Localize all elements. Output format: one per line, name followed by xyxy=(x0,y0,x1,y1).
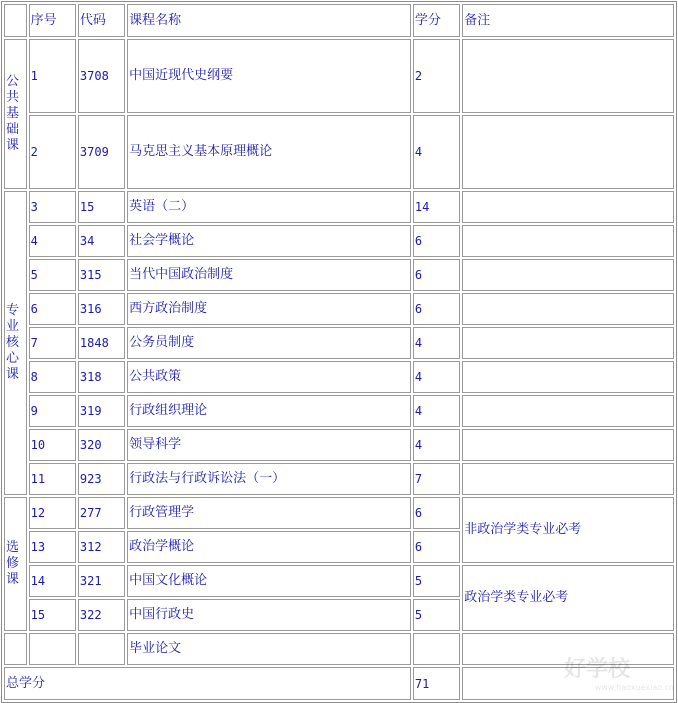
course-credit: 6 xyxy=(413,531,460,563)
course-name: 行政管理学 xyxy=(127,497,411,529)
course-no: 3 xyxy=(29,191,76,223)
course-table xyxy=(1,1,677,703)
category-elective: 选修课 xyxy=(4,497,27,631)
course-code: 315 xyxy=(78,259,125,291)
course-note xyxy=(462,293,674,325)
course-credit: 5 xyxy=(413,599,460,631)
course-no: 15 xyxy=(29,599,76,631)
table-row xyxy=(4,39,674,113)
course-name: 中国行政史 xyxy=(127,599,411,631)
table-row xyxy=(4,497,674,529)
course-name: 行政组织理论 xyxy=(127,395,411,427)
table-row xyxy=(4,429,674,461)
table-row xyxy=(4,225,674,257)
course-credit: 4 xyxy=(413,429,460,461)
course-note xyxy=(462,259,674,291)
course-no: 7 xyxy=(29,327,76,359)
header-credit: 学分 xyxy=(413,4,460,37)
course-credit: 6 xyxy=(413,293,460,325)
course-no: 1 xyxy=(29,39,76,113)
course-no: 11 xyxy=(29,463,76,495)
course-name: 英语（二） xyxy=(127,191,411,223)
course-name: 行政法与行政诉讼法（一） xyxy=(127,463,411,495)
course-credit: 4 xyxy=(413,327,460,359)
course-name: 西方政治制度 xyxy=(127,293,411,325)
course-no: 6 xyxy=(29,293,76,325)
table-row xyxy=(4,259,674,291)
course-code: 3708 xyxy=(78,39,125,113)
course-no: 4 xyxy=(29,225,76,257)
course-note xyxy=(462,115,674,189)
course-note xyxy=(462,327,674,359)
course-credit: 6 xyxy=(413,225,460,257)
course-no: 13 xyxy=(29,531,76,563)
course-name: 马克思主义基本原理概论 xyxy=(127,115,411,189)
course-code: 312 xyxy=(78,531,125,563)
thesis-credit xyxy=(413,633,460,665)
course-code: 322 xyxy=(78,599,125,631)
course-credit: 7 xyxy=(413,463,460,495)
table-row xyxy=(4,361,674,393)
course-no: 2 xyxy=(29,115,76,189)
category-public: 公共基础课 xyxy=(4,39,27,189)
course-credit: 4 xyxy=(413,361,460,393)
total-credit: 71 xyxy=(413,667,460,700)
total-row xyxy=(4,667,674,700)
table-row xyxy=(4,293,674,325)
course-credit: 5 xyxy=(413,565,460,597)
course-no: 8 xyxy=(29,361,76,393)
note-politics: 政治学类专业必考 xyxy=(462,565,674,631)
thesis-code xyxy=(78,633,125,665)
thesis-name: 毕业论文 xyxy=(127,633,411,665)
header-row xyxy=(4,4,674,37)
course-note xyxy=(462,361,674,393)
course-credit: 4 xyxy=(413,115,460,189)
course-credit: 2 xyxy=(413,39,460,113)
course-note xyxy=(462,395,674,427)
course-credit: 6 xyxy=(413,259,460,291)
course-code: 321 xyxy=(78,565,125,597)
table-row xyxy=(4,565,674,597)
course-name: 社会学概论 xyxy=(127,225,411,257)
course-name: 中国近现代史纲要 xyxy=(127,39,411,113)
table-row xyxy=(4,191,674,223)
course-name: 公务员制度 xyxy=(127,327,411,359)
header-name: 课程名称 xyxy=(127,4,411,37)
category-core: 专业核心课 xyxy=(4,191,27,495)
header-category xyxy=(4,4,27,37)
thesis-category xyxy=(4,633,27,665)
course-code: 319 xyxy=(78,395,125,427)
course-code: 1848 xyxy=(78,327,125,359)
total-note xyxy=(462,667,674,700)
table-row xyxy=(4,463,674,495)
thesis-no xyxy=(29,633,76,665)
course-credit: 4 xyxy=(413,395,460,427)
thesis-note xyxy=(462,633,674,665)
course-note xyxy=(462,463,674,495)
course-credit: 14 xyxy=(413,191,460,223)
header-code: 代码 xyxy=(78,4,125,37)
thesis-row xyxy=(4,633,674,665)
course-no: 9 xyxy=(29,395,76,427)
course-no: 5 xyxy=(29,259,76,291)
header-no: 序号 xyxy=(29,4,76,37)
course-no: 12 xyxy=(29,497,76,529)
table-row xyxy=(4,115,674,189)
course-note xyxy=(462,191,674,223)
course-code: 3709 xyxy=(78,115,125,189)
header-note: 备注 xyxy=(462,4,674,37)
course-name: 政治学概论 xyxy=(127,531,411,563)
table-row xyxy=(4,327,674,359)
table-row xyxy=(4,395,674,427)
course-code: 15 xyxy=(78,191,125,223)
course-code: 318 xyxy=(78,361,125,393)
course-name: 中国文化概论 xyxy=(127,565,411,597)
course-code: 320 xyxy=(78,429,125,461)
course-code: 316 xyxy=(78,293,125,325)
note-non-politics: 非政治学类专业必考 xyxy=(462,497,674,563)
course-no: 14 xyxy=(29,565,76,597)
course-code: 34 xyxy=(78,225,125,257)
course-name: 领导科学 xyxy=(127,429,411,461)
course-name: 当代中国政治制度 xyxy=(127,259,411,291)
course-note xyxy=(462,429,674,461)
course-name: 公共政策 xyxy=(127,361,411,393)
course-no: 10 xyxy=(29,429,76,461)
course-code: 923 xyxy=(78,463,125,495)
course-note xyxy=(462,39,674,113)
total-label: 总学分 xyxy=(4,667,411,700)
course-code: 277 xyxy=(78,497,125,529)
course-note xyxy=(462,225,674,257)
course-credit: 6 xyxy=(413,497,460,529)
